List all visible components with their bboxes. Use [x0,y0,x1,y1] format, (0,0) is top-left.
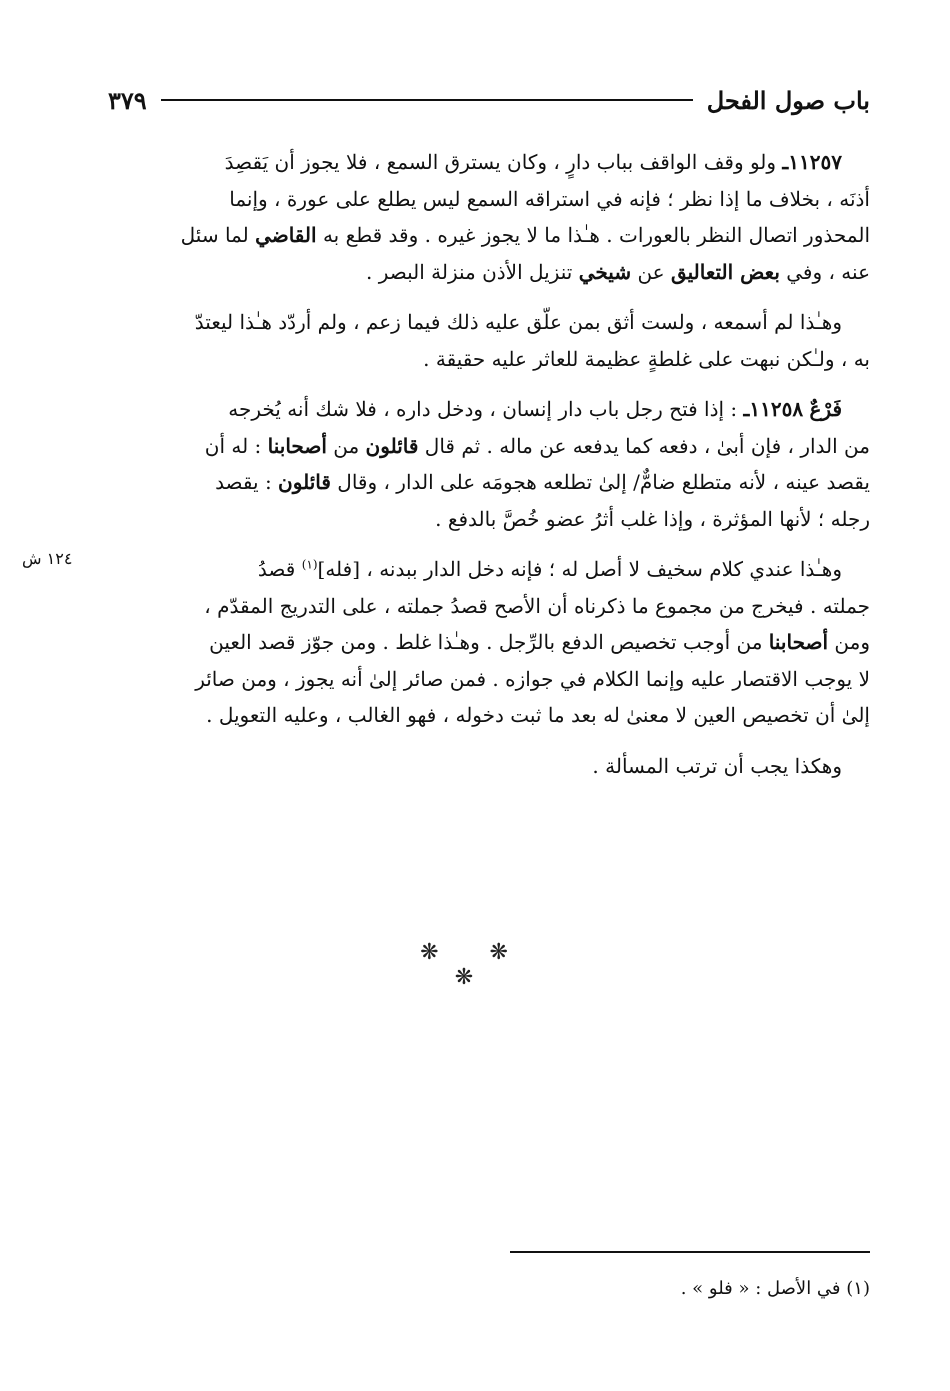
bold-term: قائلون [278,470,331,494]
paragraph-1258 [85,391,870,537]
text-line: رجله ؛ لأنها المؤثرة ، وإذا غلب أثرُ عضو خُصَّ بالدفع . [435,506,870,531]
issue-number: ١١٢٥٨ـ [743,397,804,421]
text-line: ١١٢٥٧ـ ولو وقف الواقف بباب دارٍ ، وكان يسترق السمع ، فلا يجوز أن يَقصِدَ [224,150,842,174]
main-text [85,144,870,798]
paragraph-1257 [85,144,870,290]
far-heading: فَرْعٌ [809,397,842,421]
paragraph-commentary [85,304,870,377]
text-line: عنه ، وفي بعض التعاليق عن شيخي تنزيل الأذن منزلة البصر . [365,259,870,284]
page-number: ٣٧٩ [108,85,147,115]
chapter-title: باب صول الفحل [706,85,870,115]
text-line: إلىٰ أن تخصيص العين لا معنىٰ له بعد ما ثبت دخوله ، فهو الغالب ، وعليه التعويل . [206,703,870,727]
bold-term: شيخي [578,259,632,284]
issue-number: ١١٢٥٧ـ [782,150,842,174]
paragraph-opinion [85,551,870,734]
text-line: وهكذا يجب أن ترتب المسألة . [592,753,842,778]
text-line: به ، ولـٰكن نبهت على غلطةٍ عظيمة للعاثر عليه حقيقة . [423,346,870,371]
bold-term: أصحابنا [267,433,327,458]
text-line: ومن أصحابنا من أوجب تخصيص الدفع بالرِّجل . وهـٰذا غلط . ومن جوّز قصد العين [209,630,870,654]
text-line: من الدار ، فإن أبىٰ ، دفعه كما يدفعه عن ماله . ثم قال قائلون من أصحابنا : له أن [204,433,870,458]
footnote-reference: (١) [301,557,318,572]
footnote-text: في الأصل : « فلو » . [680,1278,841,1299]
text-line: جملته . فيخرج من مجموع ما ذكرناه أن الأصح قصدُ جملته ، على التدريج المقدّم ، [204,593,870,618]
text-line: فَرْعٌ ١١٢٥٨ـ : إذا فتح رجل باب دار إنسان ، ودخل داره ، فلا شك أنه يُخرجه [228,397,842,421]
text-line: أذنَه ، بخلاف ما إذا نظر ؛ فإنه في استراقه السمع ليس يطلع على عورة ، وإنما [229,186,870,211]
bold-term: القاضي [255,223,317,247]
bold-term: بعض التعاليق [670,259,780,284]
text-line: وهـٰذا عندي كلام سخيف لا أصل له ؛ فإنه دخل الدار ببدنه ، [فله]$^{(١)}$ قصدُ [257,557,842,581]
text-line: المحذور اتصال النظر بالعورات . هـٰذا ما لا يجوز غيره . وقد قطع به القاضي لما سئل [180,223,870,247]
running-header [108,80,870,120]
text-line: وهـٰذا لم أسمعه ، ولست أثق بمن علّق عليه ذلك فيما زعم ، ولم أردّد هـٰذا ليعتدّ [194,310,842,334]
section-separator: ❋ ❋ ❋ [420,940,530,990]
footnote-marker: (١) [846,1278,870,1299]
footnote [400,1278,870,1299]
margin-manuscript-ref: ١٢٤ ش [22,549,73,568]
bold-term: أصحابنا [768,630,829,654]
paragraph-conclusion [85,748,870,785]
footnote-rule [510,1251,870,1253]
bold-term: قائلون [365,433,419,458]
text-line: يقصد عينه ، لأنه متطلع ضامٌّ/ إلىٰ تطلعه هجومَه على الدار ، وقال قائلون : يقصد [215,470,870,494]
text-line: لا يوجب الاقتصار عليه وإنما الكلام في جوازه . فمن صائر إلىٰ أنه يجوز ، ومن صائر [195,666,870,691]
header-rule [161,99,693,101]
